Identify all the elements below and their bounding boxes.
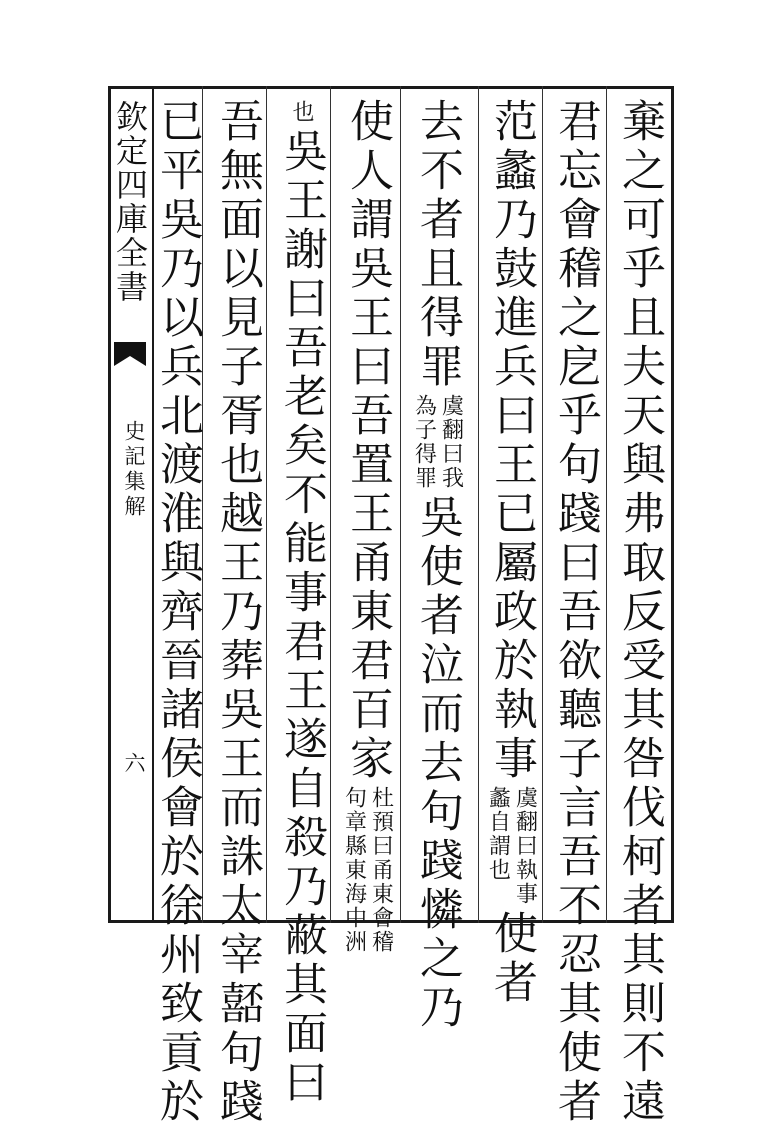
annotation-note [289,100,313,124]
main-text: 吳王謝曰吾老矣不能事君王遂自殺乃蔽其面曰 [276,128,327,1108]
main-text: 君忘會稽之戹乎句踐曰吾欲聽子言吾不忍其使者 [550,98,601,1127]
text-column-6 [276,98,327,1108]
annotation-note [342,786,393,954]
annotation-right-line: 杜預曰甬東會稽 [368,786,394,954]
text-column-1 [614,98,665,1127]
annotation-left-line: 為子得罪 [411,394,437,490]
page-number: 六 [122,752,146,773]
annotation-note [486,786,537,906]
main-text: 去不者且得罪 [412,98,463,392]
column-rule [542,86,543,923]
main-text: 吳使者泣而去句踐憐之乃 [412,494,463,1033]
annotation-left-line: 句章縣東海中洲 [341,786,367,954]
column-rule [330,86,331,923]
fishtail-mark-icon [112,336,148,372]
annotation-right-line: 也 [289,100,314,124]
annotation-left-line: 蠡自謂也 [485,786,511,882]
volume-label: 史記集解 [122,420,146,520]
text-column-3 [485,98,538,1008]
text-column-8 [152,98,203,1127]
column-rule [606,86,607,923]
main-text: 范蠡乃鼓進兵曰王已屬政於執事 [486,98,537,784]
text-column-4 [411,98,464,1033]
text-column-2 [550,98,601,1127]
book-title: 欽定四庫全書 [111,100,149,304]
main-text: 已平吳乃以兵北渡淮與齊晉諸侯會於徐州致貢於 [152,98,203,1127]
main-text: 吾無面以見子胥也越王乃葬吳王而誅太宰嚭句踐 [212,98,263,1127]
column-rule [478,86,479,923]
main-text: 使者 [486,910,537,1008]
annotation-right-line: 虞翻曰我 [438,394,464,490]
annotation-note [412,394,463,490]
main-text: 使人謂吳王曰吾置王甬東君百家 [342,98,393,784]
column-rule [266,86,267,923]
text-column-7 [212,98,263,1127]
column-rule [400,86,401,923]
main-text: 棄之可乎且夫天與弗取反受其咎伐柯者其則不遠 [614,98,665,1127]
annotation-right-line: 虞翻曰執事 [512,786,538,906]
text-column-5 [341,98,394,954]
